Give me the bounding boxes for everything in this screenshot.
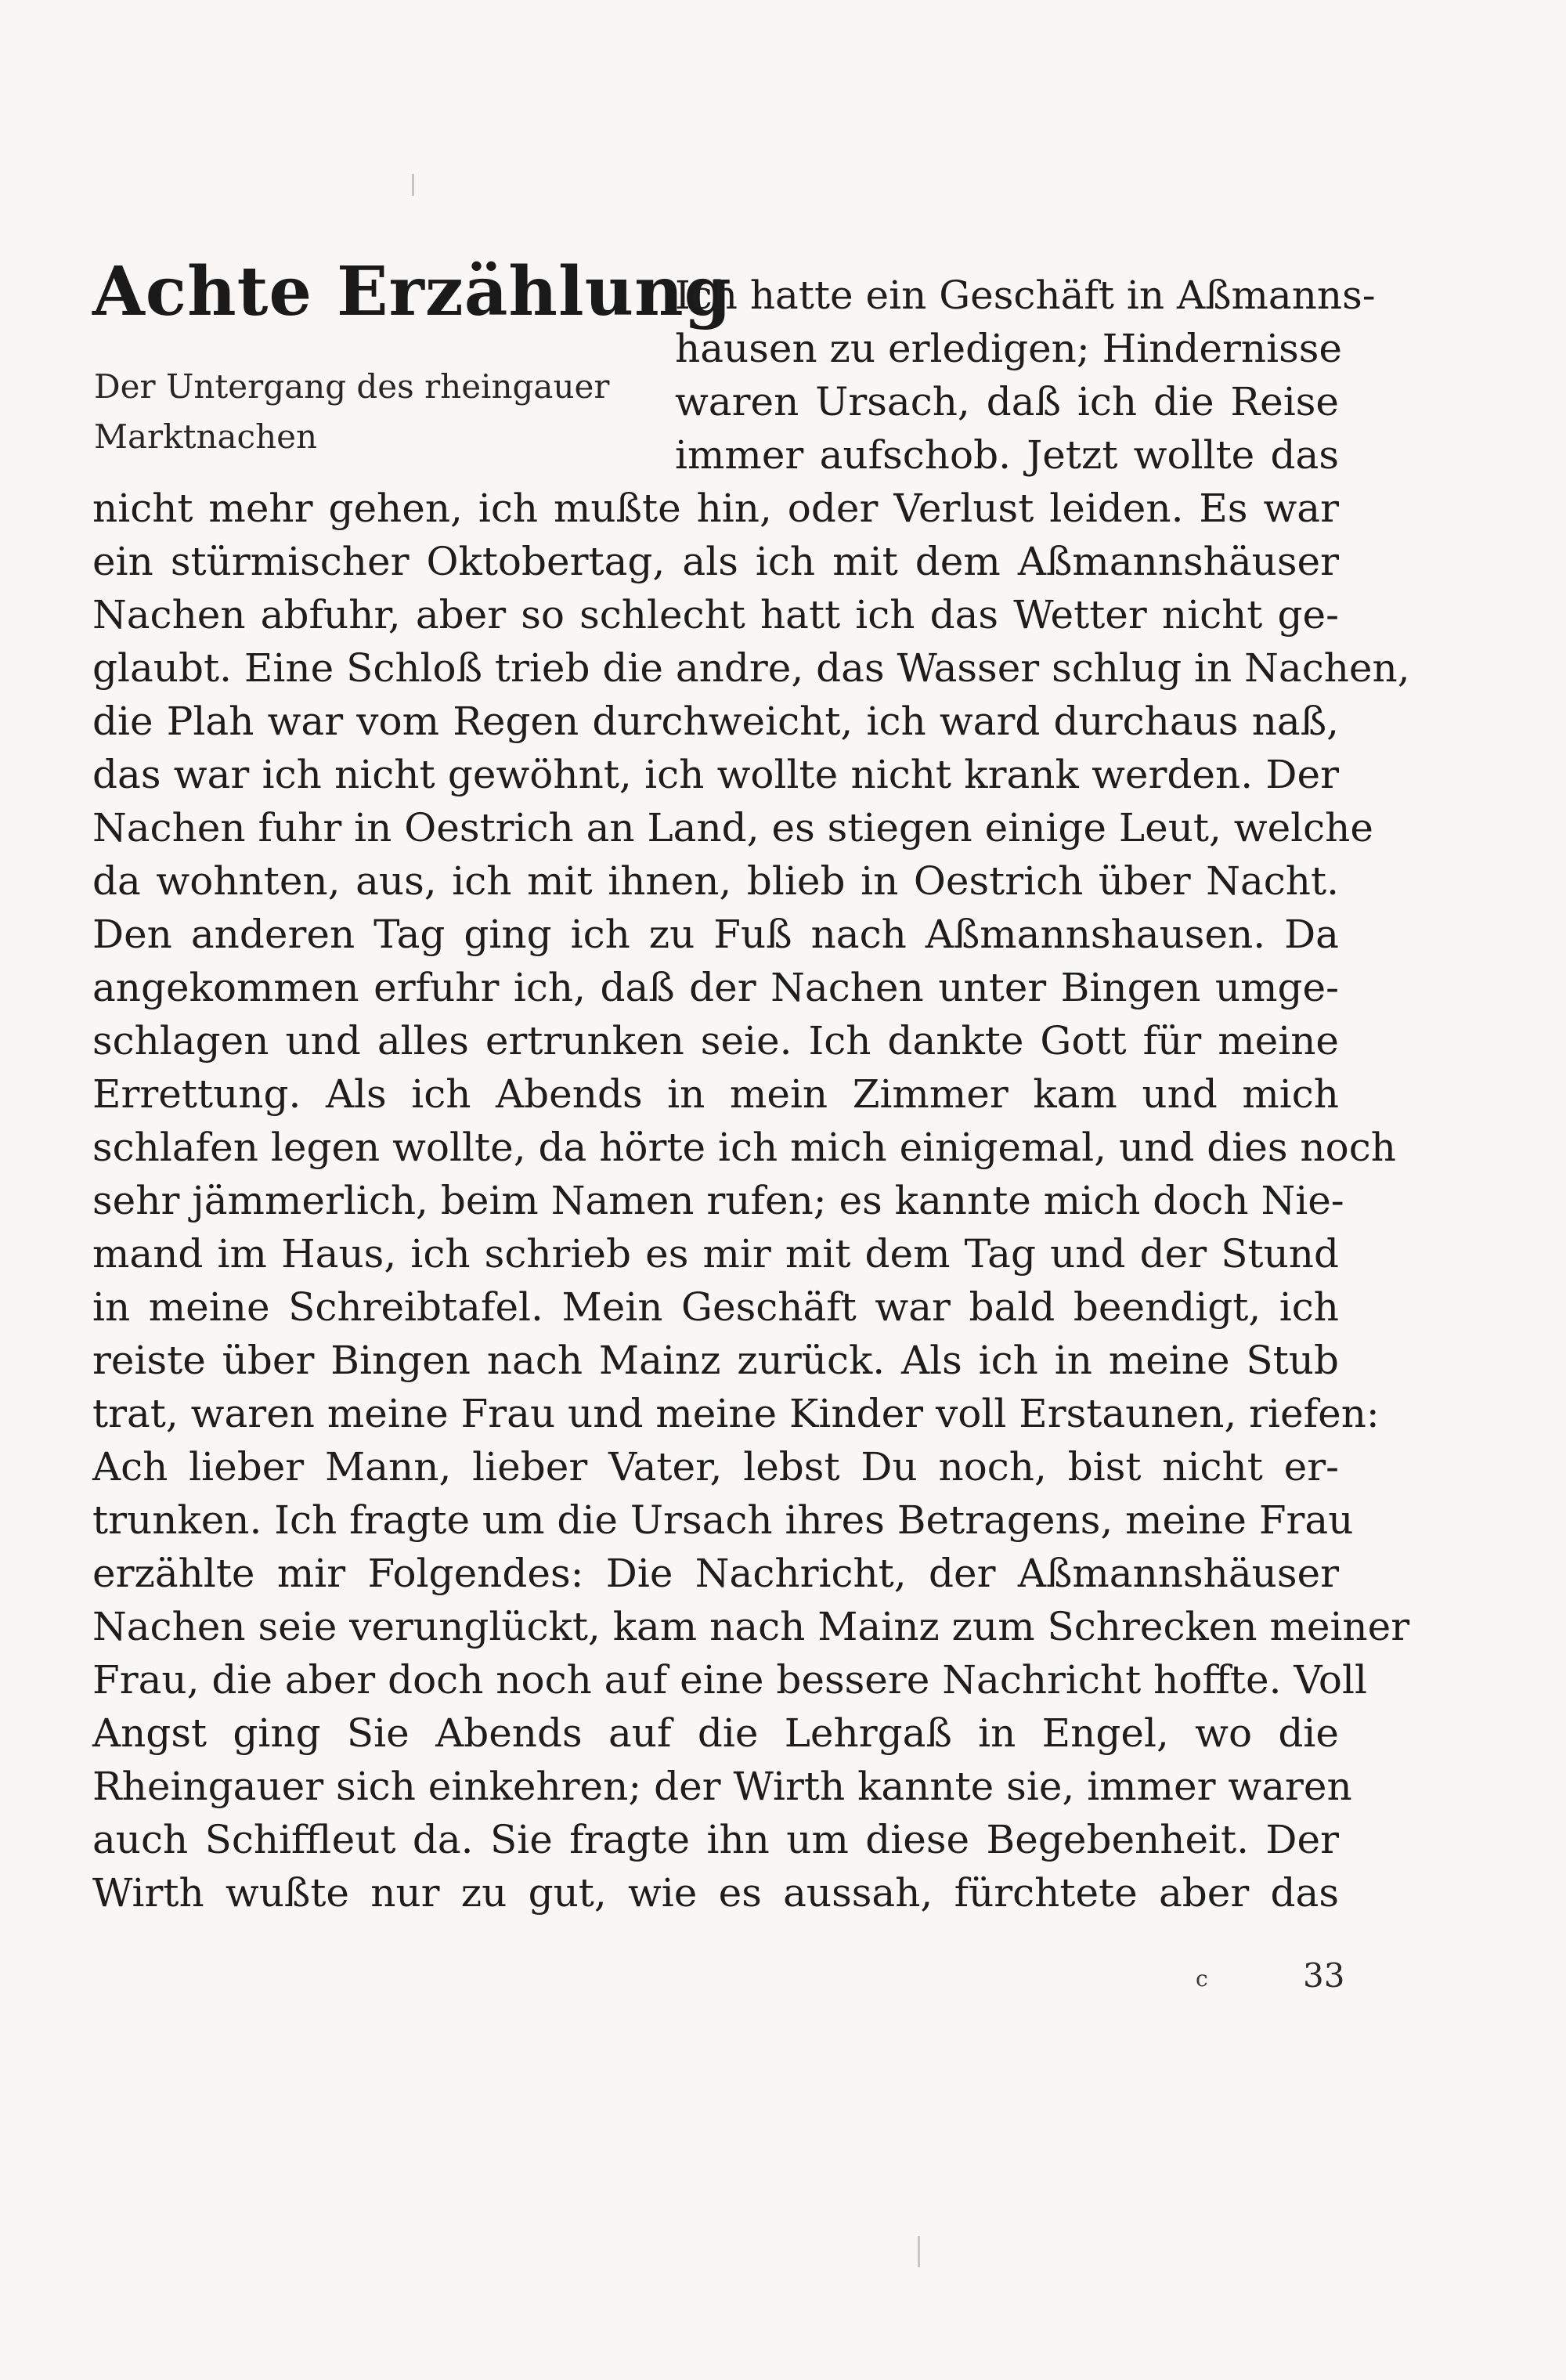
text-line: Nachen fuhr in Oestrich an Land, es stiegen einige Leut, welche [92,805,1373,851]
text-line: trunken. Ich fragte um die Ursach ihres Betragens, meine Frau [92,1497,1354,1543]
text-line: trat, waren meine Frau und meine Kinder voll Erstaunen, riefen: [92,1391,1380,1436]
text-line: Errettung. Als ich Abends in mein Zimmer kam und mich [92,1071,1339,1117]
text-line: schlafen legen wollte, da hörte ich mich einigemal, und dies noch [92,1125,1396,1170]
text-line: nicht mehr gehen, ich mußte hin, oder Verlust leiden. Es war [92,486,1339,531]
text-line: auch Schiffleut da. Sie fragte ihn um diese Begebenheit. Der [92,1817,1339,1862]
text-line: in meine Schreibtafel. Mein Geschäft war bald beendigt, ich [92,1284,1339,1330]
chapter-title: Achte Erzählung [92,252,732,331]
text-line: Den anderen Tag ging ich zu Fuß nach Aßmannshausen. Da [92,912,1339,957]
text-line: waren Ursach, daß ich die Reise [675,379,1339,424]
signature-mark: c [1196,1966,1208,1992]
paper-scratch-mark [918,2236,920,2267]
text-line: immer aufschob. Jetzt wollte das [675,432,1339,478]
text-line: das war ich nicht gewöhnt, ich wollte nicht krank werden. Der [92,752,1339,797]
text-line: glaubt. Eine Schloß trieb die andre, das Wasser schlug in Nachen, [92,645,1410,691]
text-line: die Plah war vom Regen durchweicht, ich ward durchaus naß, [92,699,1339,744]
page-number: 33 [1303,1956,1345,1995]
text-line: Angst ging Sie Abends auf die Lehrgaß in Engel, wo die [92,1710,1339,1756]
text-line: angekommen erfuhr ich, daß der Nachen unter Bingen umge- [92,965,1339,1010]
text-line: Wirth wußte nur zu gut, wie es aussah, fürchtete aber das [92,1870,1339,1916]
text-line: Ich hatte ein Geschäft in Aßmanns- [675,273,1376,318]
text-line: da wohnten, aus, ich mit ihnen, blieb in Oestrich über Nacht. [92,858,1339,904]
text-line: reiste über Bingen nach Mainz zurück. Als ich in meine Stub [92,1338,1339,1383]
text-line: Nachen seie verunglückt, kam nach Mainz zum Schrecken meiner [92,1604,1410,1649]
text-line: ein stürmischer Oktobertag, als ich mit dem Aßmannshäuser [92,539,1339,584]
text-line: Rheingauer sich einkehren; der Wirth kannte sie, immer waren [92,1764,1352,1809]
chapter-subtitle: Der Untergang des rheingauer Marktnachen [94,367,610,456]
text-line: erzählte mir Folgendes: Die Nachricht, der Aßmannshäuser [92,1551,1339,1596]
text-line: hausen zu erledigen; Hindernisse [675,326,1343,371]
text-line: Frau, die aber doch noch auf eine bessere Nachricht hoffte. Voll [92,1657,1368,1703]
text-line: sehr jämmerlich, beim Namen rufen; es kannte mich doch Nie- [92,1178,1344,1223]
paper-scratch-mark [412,174,414,196]
text-line: mand im Haus, ich schrieb es mir mit dem Tag und der Stund [92,1231,1339,1277]
text-line: Ach lieber Mann, lieber Vater, lebst Du noch, bist nicht er- [92,1444,1339,1490]
text-line: Nachen abfuhr, aber so schlecht hatt ich das Wetter nicht ge- [92,592,1339,637]
text-line: schlagen und alles ertrunken seie. Ich dankte Gott für meine [92,1018,1339,1064]
